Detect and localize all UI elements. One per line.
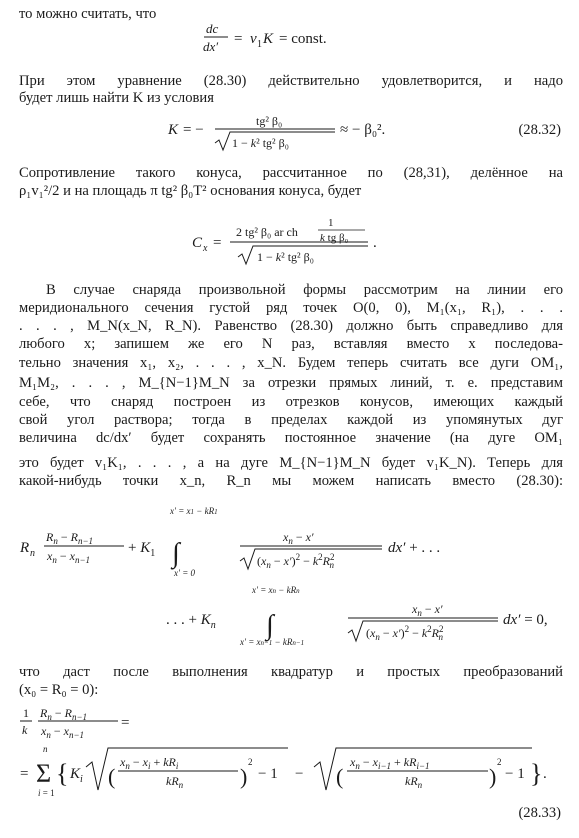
- svg-text:xn − xi−1 + kRi−1: $x_n - x_{i-1} + kR_{i-1}$: [350, 755, 430, 771]
- svg-text:− 1: − 1: [258, 766, 278, 782]
- text-line-8: . . . , M_N(x_N, R_N). Равенство (28.30) должно быть справедливо для: [19, 318, 563, 334]
- svg-text:dx′ + . . .: dx′ + . . .: [388, 540, 441, 556]
- svg-text:xn − xn−1: $x_n - x_{n-1}$: [47, 549, 91, 565]
- svg-text:(: (: [108, 764, 116, 789]
- svg-text:xn − x′: $x_n - x'$: [412, 602, 443, 618]
- text-line-1: то можно считать, что: [19, 6, 157, 22]
- svg-text:(xn − x′)2 − k2R2n: $(x_n - x')^2 - k^2R^2$ n: [366, 624, 444, 642]
- svg-text:Ki: $K_i$: [70, 766, 83, 785]
- svg-text:=: =: [121, 715, 130, 731]
- svg-text:1: 1: [257, 39, 262, 50]
- svg-text:= −: = −: [183, 122, 204, 138]
- svg-text:xn − x′: $x_n - x'$: [283, 530, 314, 546]
- svg-text:n: n: [43, 744, 48, 754]
- svg-text:∫: ∫: [266, 610, 274, 641]
- text-line-7: меридионального сечения густой ряд точек O(0, 0), M₁(x₁, R₁), . . .: [19, 300, 563, 316]
- svg-text:}: }: [530, 759, 543, 788]
- text-line-16: какой-нибудь точки x_n, R_n мы можем написать вместо (28.30):: [19, 473, 563, 489]
- text-line-11: M₁M₂, . . . , M_{N−1}M_N за отрезки прямых линий, т. е. представим: [19, 375, 563, 391]
- svg-text:dx′: dx′: [203, 39, 219, 54]
- svg-text:): ): [489, 764, 497, 789]
- text-line-12: себе, что снаряд построен из отрезков конусов, имеющих каждый: [19, 394, 563, 410]
- svg-text:2: 2: [248, 757, 253, 767]
- text-line-17: что даст после выполнения квадратур и простых преобразований: [19, 664, 563, 680]
- equation-number-28-32: (28.32): [518, 122, 561, 138]
- svg-text:1 − k² tg² β₀: 1 − k² tg² β₀: [232, 136, 289, 150]
- svg-text:x′ = 0: x′ = 0: [174, 568, 196, 578]
- svg-text:= const.: = const.: [279, 31, 327, 47]
- svg-text:k: k: [22, 723, 28, 737]
- svg-text:+ K1: + $K_1$: [128, 540, 156, 559]
- text-line-5: ρ₁v₁²/2 и на площадь π tg² β₀T² основания конуса, будет: [19, 183, 362, 199]
- svg-text:x′ = xn−1 − kRn−1: x′ = xn−1 − kRn−1: [240, 637, 305, 647]
- text-line-6: В случае снаряда произвольной формы рассмотрим на линии его: [46, 282, 563, 298]
- svg-text:=: =: [213, 235, 222, 251]
- equation-number-28-33: (28.33): [518, 805, 561, 821]
- svg-text:Rn − Rn−1: $R_n - R_{n-1}$: [46, 530, 94, 546]
- text-line-4: Сопротивление такого конуса, рассчитанное по (28,31), делённое на: [19, 165, 563, 181]
- svg-text:dc: dc: [206, 21, 219, 36]
- svg-text:): ): [240, 764, 248, 789]
- svg-text:K: K: [168, 122, 179, 138]
- svg-text:−: −: [295, 766, 304, 782]
- svg-text:xn − xi + kRi: $x_n - x_i + kR_i$: [120, 755, 179, 771]
- text-line-10: тельно значения x₁, x₂, . . . , x_N. Будем теперь считать все дуги OM₁,: [19, 355, 563, 371]
- svg-text:∫: ∫: [172, 538, 180, 569]
- svg-text:k tg β₀: k tg β₀: [320, 232, 349, 244]
- svg-text:(: (: [336, 764, 344, 789]
- svg-text:.: .: [373, 235, 377, 251]
- svg-text:≈ − β₀².: ≈ − β₀².: [340, 122, 386, 138]
- svg-text:(xn − x′)2 − k2R2n: $(x_n - x')^2 - k^2R^2$ n: [257, 552, 335, 570]
- svg-text:tg² β₀: tg² β₀: [256, 114, 283, 128]
- svg-text:. . . + Kn: . . . + $K_n$: [166, 612, 216, 631]
- svg-text:1: 1: [328, 217, 334, 229]
- svg-text:2: 2: [497, 757, 502, 767]
- svg-text:Rn − Rn−1: $R_n - R_{n-1}$: [40, 706, 88, 722]
- svg-text:=: =: [20, 766, 29, 782]
- svg-text:{: {: [56, 759, 69, 788]
- text-line-14: величина dc/dx′ будет сохранять постоянное значение (на дуге OM₁: [19, 430, 563, 446]
- text-line-3: будет лишь найти K из условия: [19, 90, 214, 106]
- text-line-18: (x₀ = R₀ = 0):: [19, 682, 99, 698]
- text-line-9: любого x; запишем же его N раз, вставляя вместо x последова-: [19, 336, 563, 352]
- svg-text:x: x: [203, 243, 208, 254]
- svg-text:− 1: − 1: [505, 766, 525, 782]
- svg-text:x′ = x1 − kR1: x′ = x1 − kR1: [170, 506, 218, 516]
- text-line-15: это будет v₁K₁, . . . , а на дуге M_{N−1}M_N будет v₁K_N). Теперь для: [19, 455, 563, 471]
- svg-text:n: n: [30, 548, 35, 559]
- svg-text:Σ: Σ: [36, 759, 52, 788]
- svg-text:2 tg² β₀ ar ch: 2 tg² β₀ ar ch: [236, 225, 298, 239]
- svg-text:kRn: $kR_n$: [405, 774, 423, 790]
- svg-text:i = 1: i = 1: [38, 788, 55, 798]
- svg-text:.: .: [543, 766, 547, 782]
- svg-text:1: 1: [23, 706, 29, 720]
- svg-text:C: C: [192, 235, 203, 251]
- text-line-2: При этом уравнение (28.30) действительно удовлетворится, и надо: [19, 73, 563, 89]
- svg-text:kRn: $kR_n$: [166, 774, 184, 790]
- svg-text:R: R: [20, 540, 30, 556]
- svg-text:1 − k² tg² β₀: 1 − k² tg² β₀: [257, 250, 314, 264]
- text-line-13: свой угол раствора; тогда в пределах каждой из упомянутых дуг: [19, 412, 563, 428]
- svg-text:dx′ = 0,: dx′ = 0,: [503, 612, 548, 628]
- svg-text:v: v: [250, 31, 257, 47]
- svg-text:xn − xn−1: $x_n - x_{n-1}$: [41, 724, 85, 740]
- svg-text:x′ = xn − kRn: x′ = xn − kRn: [252, 585, 300, 595]
- svg-text:K: K: [263, 31, 274, 47]
- svg-text:=: =: [234, 31, 243, 47]
